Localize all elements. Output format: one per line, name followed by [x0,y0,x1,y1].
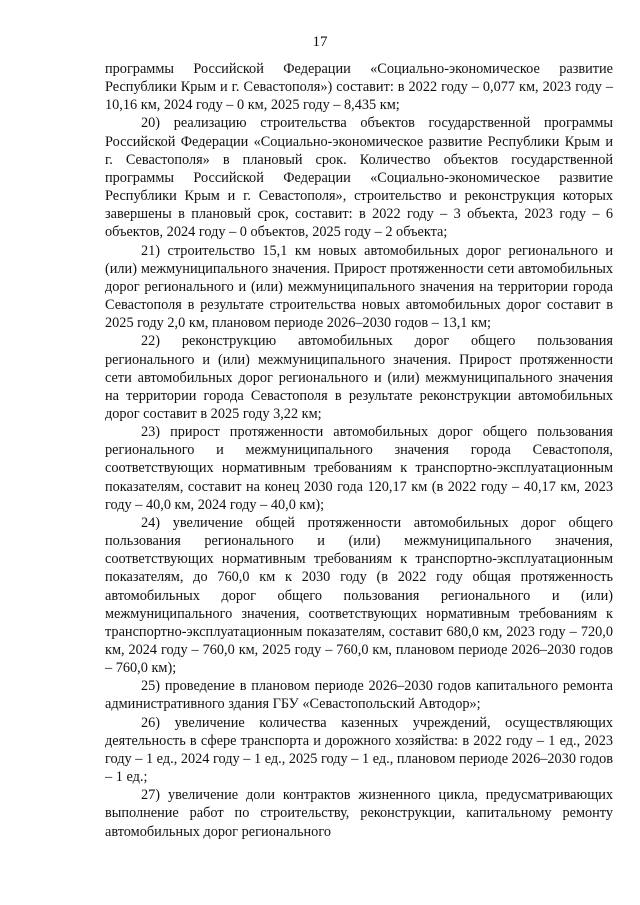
paragraph-24: 24) увеличение общей протяженности автомобильных дорог общего пользования регионального и (или) межмуниципального значения, соответствующих нормативным требованиям к транспортно-эксплуатационным показателям, до 760,0 км к 2030 году (в 2022 году общая протяженность автомобильных дорог общего пользования регионального и (или) межмуниципального значения, соответствующих нормативным требованиям к транспортно-эксплуатационным показателям, составит 680,0 км, 2023 году – 720,0 км, 2024 году – 760,0 км, 2025 году – 760,0 км, плановом периоде 2026–2030 годов – 760,0 км); [105,514,613,677]
paragraph-20: 20) реализацию строительства объектов государственной программы Российской Федерации «Социально-экономическое развитие Республики Крым и г. Севастополя» в плановый срок. Количество объектов государственной программы Российской Федерации «Социально-экономическое развитие Республики Крым и г. Севастополя», строительство и реконструкция которых завершены в плановый срок, составит: в 2022 году – 3 объекта, 2023 году – 6 объектов, 2024 году – 0 объектов, 2025 году – 2 объекта; [105,115,613,241]
paragraph-25: 25) проведение в плановом периоде 2026–2030 годов капитального ремонта административного здания ГБУ «Севастопольский Автодор»; [105,678,613,713]
paragraph-26: 26) увеличение количества казенных учреждений, осуществляющих деятельность в сфере транспорта и дорожного хозяйства: в 2022 году – 1 ед., 2023 году – 1 ед., 2024 году – 1 ед., 2025 году – 1 ед., плановом периоде 2026–2030 годов – 1 ед.; [105,714,613,786]
page-number: 17 [312,34,328,50]
document-body [105,60,613,841]
paragraph-19-continuation: программы Российской Федерации «Социально-экономическое развитие Республики Крым и г. Севастополя») составит: в 2022 году – 0,077 км, 2023 году – 10,16 км, 2024 году – 0 км, 2025 году – 8,435 км; [105,61,613,114]
paragraph-22: 22) реконструкцию автомобильных дорог общего пользования регионального и (или) межмуниципального значения. Прирост протяженности сети автомобильных дорог регионального и (или) межмуниципального значения на территории города Севастополя в результате реконструкции автомобильных дорог составит в 2025 году 3,22 км; [105,333,613,422]
paragraph-21: 21) строительство 15,1 км новых автомобильных дорог регионального и (или) межмуниципального значения. Прирост протяженности сети автомобильных дорог регионального и (или) межмуниципального значения на территории города Севастополя в результате строительства новых автомобильных дорог составит в 2025 году 2,0 км, плановом периоде 2026–2030 годов – 13,1 км; [105,242,613,332]
paragraph-27: 27) увеличение доли контрактов жизненного цикла, предусматривающих выполнение работ по строительству, реконструкции, капитальному ремонту автомобильных дорог регионального [105,787,613,840]
paragraph-23: 23) прирост протяженности автомобильных дорог общего пользования регионального и межмуниципального значения города Севастополя, соответствующих нормативным требованиям к транспортно-эксплуатационным показателям, составит на конец 2030 года 120,17 км (в 2022 году – 40,17 км, 2023 году – 40,0 км, 2024 году – 40,0 км); [105,424,613,513]
